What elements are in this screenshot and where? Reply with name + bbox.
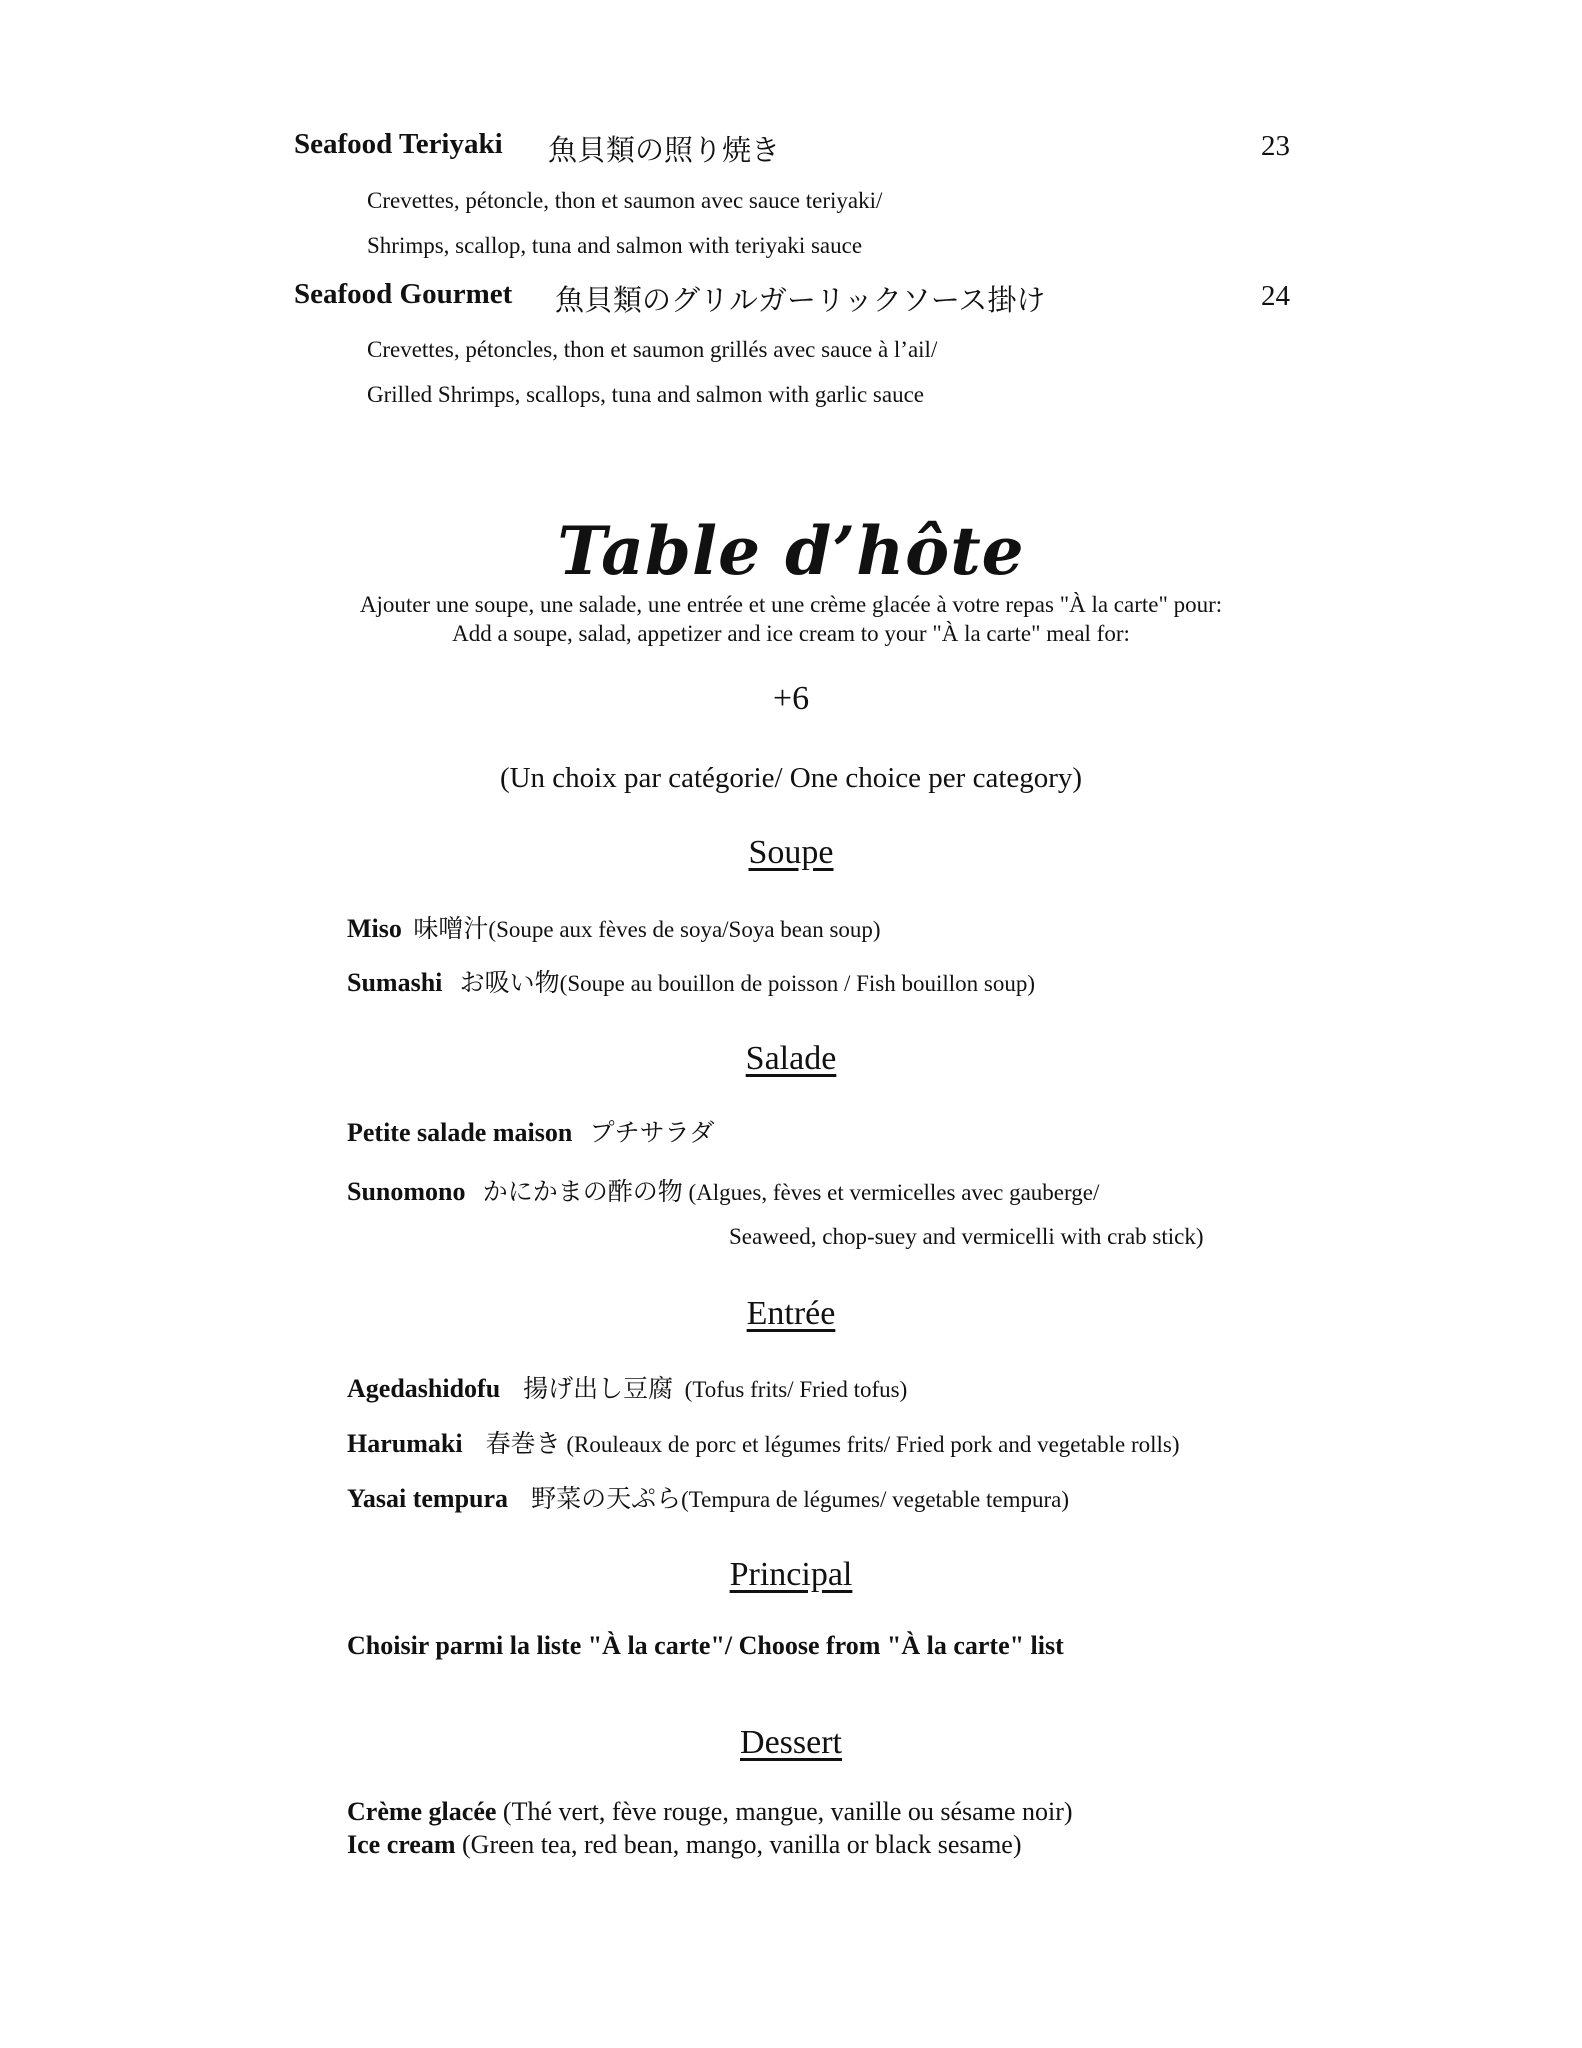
table-dhote-price: +6 [772,680,810,717]
seafood-gourmet-price: 24 [1261,280,1290,312]
item-desc: (Soupe au bouillon de poisson / Fish bouillon soup) [559,971,1035,996]
entree-item-yasai-tempura [347,1479,1069,1515]
principal-text: Choisir parmi la liste "À la carte"/ Choose from "À la carte" list [347,1631,1064,1660]
entree-item-harumaki [347,1424,1180,1460]
seafood-gourmet-jp: 魚貝類のグリルガーリックソース掛け [555,283,1046,317]
item-jp: お吸い物 [459,968,560,997]
seafood-gourmet-desc-fr: Crevettes, pétoncles, thon et saumon grillés avec sauce à l’ail/ [367,337,938,362]
item-name: Crème glacée [347,1797,497,1826]
item-jp: 揚げ出し豆腐 [523,1374,674,1403]
item-desc: (Green tea, red bean, mango, vanilla or black sesame) [462,1830,1022,1859]
dessert-line-fr [347,1797,1073,1827]
item-desc: (Algues, fèves et vermicelles avec gauberge/ [688,1180,1100,1205]
seafood-teriyaki-name: Seafood Teriyaki [294,128,503,160]
item-name: Yasai tempura [347,1484,509,1513]
item-jp: 春巻き [485,1429,561,1458]
dessert-line-en [347,1830,1022,1860]
item-name: Miso [347,914,402,943]
salade-item-petite [347,1113,714,1149]
item-desc: (Soupe aux fèves de soya/Soya bean soup) [488,917,881,942]
item-name: Sumashi [347,968,443,997]
seafood-gourmet-desc-en: Grilled Shrimps, scallops, tuna and salmon with garlic sauce [367,382,924,407]
table-dhote-intro-en: Add a soupe, salad, appetizer and ice cream to your "À la carte" meal for: [452,621,1130,646]
item-jp: かにかまの酢の物 [482,1177,683,1206]
item-name: Sunomono [347,1177,466,1206]
table-dhote-title: Table d’hôte [557,512,1025,590]
soupe-item-sumashi [347,963,1035,999]
item-desc: (Tofus frits/ Fried tofus) [684,1377,908,1402]
soupe-title: Soupe [748,834,834,871]
seafood-teriyaki-desc-fr: Crevettes, pétoncle, thon et saumon avec sauce teriyaki/ [367,188,883,213]
item-jp: プチサラダ [589,1118,715,1147]
item-desc: (Thé vert, fève rouge, mangue, vanille ou sésame noir) [502,1797,1073,1826]
seafood-teriyaki-jp: 魚貝類の照り焼き [548,133,781,167]
salade-item-sunomono [347,1172,1099,1208]
principal-title: Principal [729,1556,853,1593]
dessert-title: Dessert [740,1724,842,1761]
item-name: Ice cream [347,1830,456,1859]
item-name: Petite salade maison [347,1118,573,1147]
entree-item-agedashidofu [347,1369,907,1405]
seafood-gourmet-name: Seafood Gourmet [294,278,513,310]
item-desc: (Rouleaux de porc et légumes frits/ Fried pork and vegetable rolls) [566,1432,1180,1457]
item-name: Agedashidofu [347,1374,501,1403]
item-desc: (Tempura de légumes/ vegetable tempura) [681,1487,1070,1512]
seafood-teriyaki-desc-en: Shrimps, scallop, tuna and salmon with teriyaki sauce [367,233,863,258]
item-jp: 野菜の天ぷら [531,1484,682,1513]
choice-note: (Un choix par catégorie/ One choice per category) [499,762,1083,794]
salade-title: Salade [745,1040,837,1077]
item-jp: 味噌汁 [413,914,489,943]
entree-title: Entrée [746,1295,836,1332]
item-name: Harumaki [347,1429,463,1458]
salade-item-sunomono-desc2: Seaweed, chop-suey and vermicelli with crab stick) [729,1224,1204,1249]
soupe-item-miso [347,909,881,945]
seafood-teriyaki-price: 23 [1261,130,1290,162]
table-dhote-intro-fr: Ajouter une soupe, une salade, une entrée et une crème glacée à votre repas "À la carte" pour: [359,592,1223,617]
